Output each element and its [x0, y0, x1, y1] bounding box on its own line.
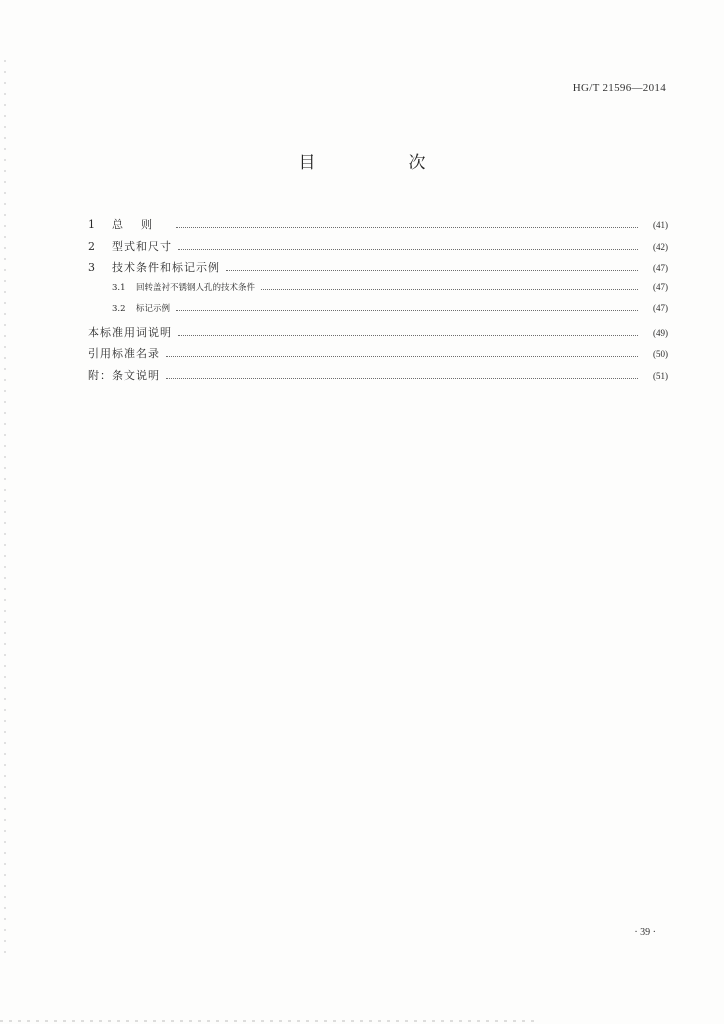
toc-entry-2[interactable] — [88, 238, 668, 260]
toc-leader-dots — [261, 289, 638, 290]
toc-entry-number: 3 — [88, 261, 95, 274]
toc-entry-page: (47) — [653, 303, 668, 313]
toc-entry-terms[interactable] — [88, 324, 668, 346]
toc-entry-3-2[interactable] — [88, 302, 668, 324]
standard-code: HG/T 21596—2014 — [572, 82, 666, 94]
toc-leader-dots — [166, 378, 638, 379]
toc-entry-explanation[interactable] — [88, 367, 668, 389]
toc-entry-label: 技术条件和标记示例 — [112, 261, 220, 274]
toc-leader-dots — [226, 270, 638, 271]
toc-entry-page: (41) — [653, 220, 668, 230]
scan-edge-left — [4, 60, 6, 960]
toc-entry-label: 回转盖衬不锈钢人孔的技术条件 — [136, 282, 256, 293]
toc-entry-number: 3.2 — [112, 304, 126, 314]
toc-entry-page: (42) — [653, 241, 668, 252]
toc-entry-number: 2 — [88, 239, 95, 253]
toc-entry-label: 本标准用词说明 — [88, 325, 172, 339]
toc-entry-label: 标记示例 — [136, 304, 171, 314]
toc-entry-3[interactable] — [88, 259, 668, 281]
toc-leader-dots — [166, 356, 638, 357]
toc-entry-label: 总则 — [112, 218, 170, 231]
toc-entry-page: (51) — [653, 370, 668, 381]
toc-entry-page: (50) — [653, 349, 668, 359]
scan-edge-bottom — [0, 1020, 540, 1022]
toc-leader-dots — [176, 310, 638, 311]
toc-entry-references[interactable] — [88, 345, 668, 367]
toc-entry-label: 引用标准名录 — [88, 347, 160, 360]
toc-entry-number: 3.1 — [112, 282, 126, 293]
toc-entry-label: 附：条文说明 — [88, 368, 160, 382]
toc-entry-3-1[interactable] — [88, 281, 668, 303]
toc-leader-dots — [178, 335, 638, 336]
toc-leader-dots — [178, 249, 638, 250]
toc-entry-page: (47) — [653, 281, 668, 292]
page-title: 目 次 — [298, 153, 464, 173]
toc-entry-page: (49) — [653, 327, 668, 338]
toc-entry-number: 1 — [88, 218, 95, 231]
toc-entry-label: 型式和尺寸 — [112, 239, 172, 253]
toc-entry-page: (47) — [653, 263, 668, 273]
toc-entry-1[interactable] — [88, 216, 668, 238]
table-of-contents — [88, 216, 668, 388]
page-number: · 39 · — [634, 927, 656, 938]
toc-leader-dots — [176, 227, 638, 228]
